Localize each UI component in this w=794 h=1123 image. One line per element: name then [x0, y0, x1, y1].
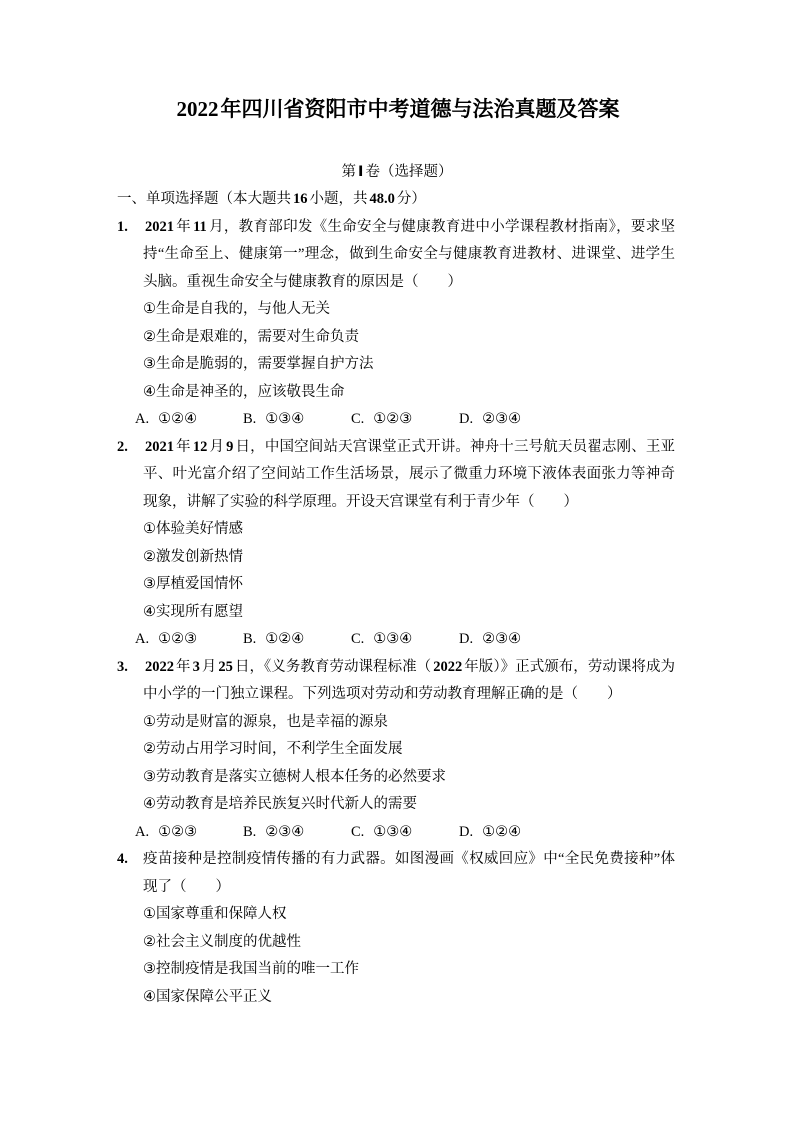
option-label: D. — [459, 631, 474, 647]
question-item: ②激发创新热情 — [143, 548, 243, 565]
question-item: ②生命是艰难的，需要对生命负责 — [143, 328, 359, 345]
question-item: ③生命是脆弱的，需要掌握自护方法 — [143, 356, 374, 372]
option-label: A. — [135, 411, 150, 427]
question-stem: 2021 年 12 月 9 日，中国空间站天宫课堂正式开讲。神舟十三号航天员翟志刚、王亚平、叶光富介绍了空间站工作生活场景，展示了微重力环境下液体表面张力等神奇现象，讲解了实验的科学原理。开设天宫课堂有利于青少年（ ） — [143, 438, 676, 510]
option-value: ②③④ — [265, 823, 305, 840]
option-d — [459, 819, 521, 847]
question-number: 1. — [117, 218, 128, 235]
question-item: ④实现所有愿望 — [143, 603, 243, 620]
option-value: ②③④ — [482, 411, 522, 427]
question-4 — [0, 846, 794, 1011]
question-number: 3. — [117, 658, 128, 675]
question-item: ①体验美好情感 — [143, 521, 243, 537]
question-item: ③控制疫情是我国当前的唯一工作 — [143, 961, 359, 977]
option-c — [351, 819, 459, 847]
question-stem: 疫苗接种是控制疫情传播的有力武器。如图漫画《权威回应》中“全民免费接种”体现了（ ） — [143, 851, 675, 895]
option-a — [135, 406, 243, 434]
option-a — [135, 626, 243, 654]
option-value: ①②④ — [482, 823, 522, 840]
option-value: ①②④ — [265, 631, 305, 647]
question-1 — [0, 214, 794, 434]
question-2 — [0, 434, 794, 654]
option-a — [135, 819, 243, 847]
option-value: ②③④ — [482, 631, 522, 647]
option-b — [243, 819, 351, 847]
option-b — [243, 406, 351, 434]
option-label: C. — [351, 411, 365, 427]
option-value: ①②③ — [158, 823, 198, 840]
option-label: B. — [243, 823, 257, 840]
question-item: ①劳动是财富的源泉，也是幸福的源泉 — [143, 713, 388, 730]
option-value: ①③④ — [265, 411, 305, 427]
question-item: ③厚植爱国情怀 — [143, 576, 243, 592]
option-c — [351, 626, 459, 654]
section-subtitle: 第 Ⅰ 卷（选择题） — [341, 163, 453, 180]
question-number: 4. — [117, 851, 128, 867]
option-value: ①②③ — [158, 631, 198, 647]
option-label: A. — [135, 631, 150, 647]
question-stem: 2021 年 11 月，教育部印发《生命安全与健康教育进中小学课程教材指南》，要求坚持“生命至上、健康第一”理念，做到生命安全与健康教育进教材、进课堂、进学生头脑。重视生命安全与健康教育的原因是（ ） — [143, 218, 675, 290]
question-item: ②劳动占用学习时间，不利学生全面发展 — [143, 741, 403, 757]
question-item: ④劳动教育是培养民族复兴时代新人的需要 — [143, 796, 417, 812]
question-number: 2. — [117, 438, 128, 455]
option-label: C. — [351, 823, 365, 840]
option-c — [351, 406, 459, 434]
option-b — [243, 626, 351, 654]
options-row — [135, 626, 794, 654]
option-label: A. — [135, 823, 150, 840]
question-item: ①生命是自我的，与他人无关 — [143, 301, 330, 317]
question-3 — [0, 654, 794, 847]
option-value: ①③④ — [373, 631, 413, 647]
options-row — [135, 406, 794, 434]
question-item: ②社会主义制度的优越性 — [143, 933, 301, 950]
option-label: B. — [243, 631, 257, 647]
question-item: ④国家保障公平正义 — [143, 988, 272, 1005]
option-d — [459, 406, 521, 434]
question-stem: 2022 年 3 月 25 日，《义务教育劳动课程标准（ 2022 年版）》正式颁布，劳动课将成为中小学的一门独立课程。下列选项对劳动和劳动教育理解正确的是（ ） — [143, 658, 676, 702]
section-heading: 一、单项选择题（本大题共 16 小题，共 48.0 分） — [117, 191, 426, 207]
question-item: ③劳动教育是落实立德树人根本任务的必然要求 — [143, 768, 446, 785]
option-value: ①③④ — [373, 823, 413, 840]
question-item: ①国家尊重和保障人权 — [143, 906, 287, 922]
option-label: C. — [351, 631, 365, 647]
option-value: ①②④ — [158, 411, 198, 427]
question-item: ④生命是神圣的，应该敬畏生命 — [143, 383, 345, 400]
option-label: D. — [459, 411, 474, 427]
options-row — [135, 819, 794, 847]
option-label: D. — [459, 823, 474, 840]
option-label: B. — [243, 411, 257, 427]
option-d — [459, 626, 521, 654]
document-title: 2022年四川省资阳市中考道德与法治真题及答案 — [176, 97, 620, 121]
option-value: ①②③ — [373, 411, 413, 427]
